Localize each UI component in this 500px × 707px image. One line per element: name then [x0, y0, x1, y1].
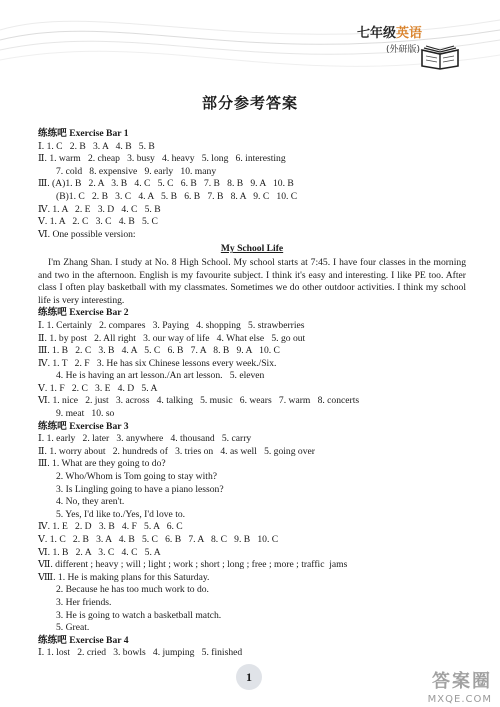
page-title: 部分参考答案: [201, 94, 298, 112]
answer-line: 4. No, they aren't.: [56, 496, 125, 508]
edition-label: (外研版): [385, 45, 420, 55]
answer-line: Ⅵ. One possible version:: [38, 228, 136, 240]
answer-line: Ⅰ. 1. Certainly 2. compares 3. Paying 4. shopping 5. strawberries: [38, 319, 305, 331]
answer-line: Ⅳ. 1. T 2. F 3. He has six Chinese lessons every week./Six.: [38, 357, 277, 369]
answer-line: 3. Is Lingling going to have a piano lesson?: [56, 483, 224, 495]
answer-line: Ⅰ. 1. lost 2. cried 3. bowls 4. jumping 5. finished: [38, 647, 243, 659]
answer-line: Ⅵ. 1. B 2. A 3. C 4. C 5. A: [38, 546, 161, 558]
open-book-icon: [420, 44, 460, 70]
answer-line: Ⅲ. 1. B 2. C 3. B 4. A 5. C 6. B 7. A 8. B 9. A 10. C: [38, 345, 280, 357]
answer-line: Ⅳ. 1. E 2. D 3. B 4. F 5. A 6. C: [38, 521, 183, 533]
answer-line: 2. Because he has too much work to do.: [56, 584, 209, 596]
answer-line: 5. Great.: [56, 622, 90, 634]
answer-line: Ⅵ. 1. nice 2. just 3. across 4. talking 5. music 6. wears 7. warm 8. concerts: [38, 395, 360, 407]
exercise-bar-4-title: 练练吧 Exercise Bar 4: [38, 634, 129, 646]
answer-line: Ⅱ. 1. worry about 2. hundreds of 3. tries on 4. as well 5. going over: [38, 445, 315, 457]
answer-line: Ⅰ. 1. early 2. later 3. anywhere 4. thousand 5. carry: [38, 433, 252, 445]
watermark-logo-text: 答案圈: [432, 671, 492, 692]
answer-line: 4. He is having an art lesson./An art lesson. 5. eleven: [56, 370, 265, 382]
answer-line: Ⅴ. 1. F 2. C 3. E 4. D 5. A: [38, 382, 158, 394]
grade-subject-label: [357, 22, 422, 41]
answer-line: 7. cold 8. expensive 9. early 10. many: [56, 165, 217, 177]
answer-line: Ⅲ. 1. What are they going to do?: [38, 458, 166, 470]
page-header: [0, 0, 500, 78]
exercise-bar-3-title: 练练吧 Exercise Bar 3: [38, 420, 129, 432]
answer-content: [38, 128, 466, 660]
answer-line: Ⅷ. 1. He is making plans for this Saturday.: [38, 571, 210, 583]
answer-line: 5. Yes, I'd like to./Yes, I'd love to.: [56, 508, 186, 520]
answer-line: Ⅶ. different ; heavy ; will ; light ; work ; short ; long ; free ; more ; traffic jams: [38, 559, 348, 571]
answer-line: Ⅴ. 1. C 2. B 3. A 4. B 5. C 6. B 7. A 8. C 9. B 10. C: [38, 534, 279, 545]
answer-line: Ⅰ. 1. C 2. B 3. A 4. B 5. B: [38, 140, 155, 152]
answer-line: Ⅱ. 1. by post 2. All right 3. our way of life 4. What else 5. go out: [38, 332, 306, 344]
grade-prefix: 七年级: [356, 26, 396, 41]
essay-title: My School Life: [220, 243, 284, 255]
answer-line: (B)1. C 2. B 3. C 4. A 5. B 6. B 7. B 8. A 9. C 10. C: [56, 190, 298, 202]
watermark-url: MXQE.COM: [427, 694, 492, 705]
answer-line: Ⅳ. 1. A 2. E 3. D 4. C 5. B: [38, 203, 161, 215]
subject-label: 英语: [395, 26, 422, 41]
answer-line: Ⅴ. 1. A 2. C 3. C 4. B 5. C: [38, 216, 158, 228]
essay-text: I'm Zhang Shan. I study at No. 8 High School. My school starts at 7:45. I have four classes in the morning and two in the afternoon. English is my favourite subject. I think it's easy and interesting. I like PE too. After class I often play basketball with my classmates. Sometimes we do other outdoor activities. I think my school life is very interesting.: [38, 256, 466, 306]
answer-line: 3. He is going to watch a basketball match.: [56, 609, 222, 621]
answer-line: 3. Her friends.: [56, 596, 112, 608]
page-number: 1: [236, 664, 262, 690]
answer-line: Ⅲ. (A)1. B 2. A 3. B 4. C 5. C 6. B 7. B 8. B 9. A 10. B: [38, 178, 294, 190]
answer-line: Ⅱ. 1. warm 2. cheap 3. busy 4. heavy 5. long 6. interesting: [38, 153, 286, 165]
exercise-bar-1-title: 练练吧 Exercise Bar 1: [38, 128, 129, 139]
exercise-bar-2-title: 练练吧 Exercise Bar 2: [38, 307, 129, 319]
answer-line: 2. Who/Whom is Tom going to stay with?: [56, 471, 217, 483]
answer-line: 9. meat 10. so: [56, 408, 115, 420]
